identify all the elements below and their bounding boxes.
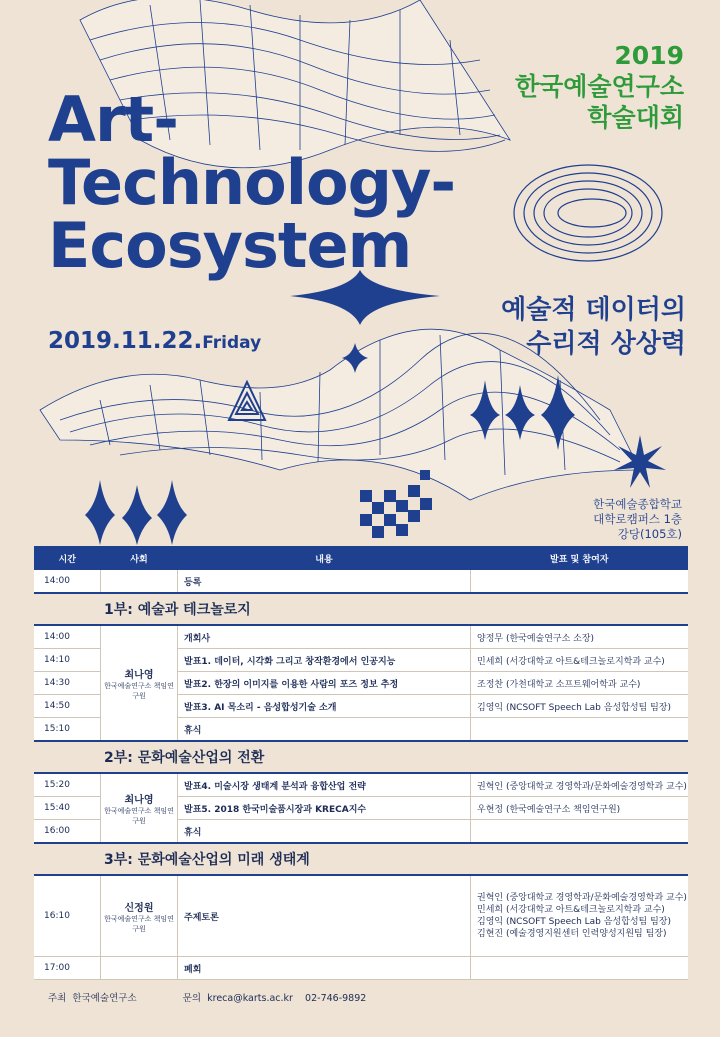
venue-line-3: 강당(105호) — [617, 527, 682, 541]
subtitle — [501, 293, 686, 361]
row-time: 14:00 — [34, 625, 101, 649]
row-person — [471, 820, 689, 844]
participant: 권혁인 (중앙대학교 경영학과/문화예술경영학과 교수) — [477, 893, 687, 903]
row-person — [471, 718, 689, 742]
row-content: 주제토론 — [178, 875, 471, 957]
table-row — [34, 570, 688, 593]
section-header-part2 — [34, 741, 688, 773]
row-time: 16:00 — [34, 820, 101, 844]
row-content: 개회사 — [178, 625, 471, 649]
venue — [593, 497, 682, 542]
torus-icon — [514, 165, 662, 261]
host-cell — [101, 625, 178, 741]
row-time: 17:00 — [34, 957, 101, 980]
date-main: 2019.11.22. — [48, 328, 203, 354]
row-time: 16:10 — [34, 875, 101, 957]
host-name: 신정원 — [124, 902, 154, 914]
subtitle-line-2: 수리적 상상력 — [526, 329, 686, 359]
date-day: Friday — [202, 333, 262, 353]
host-cell — [101, 875, 178, 957]
section-header-part3 — [34, 843, 688, 875]
header-presenter: 발표 및 참여자 — [471, 546, 689, 570]
row-time: 14:30 — [34, 672, 101, 695]
row-content: 등록 — [178, 570, 471, 593]
table-row — [34, 957, 688, 980]
event-label — [515, 40, 684, 133]
header-content: 내용 — [178, 546, 471, 570]
host-org: 한국예술연구소 — [72, 993, 137, 1004]
event-name: 학술대회 — [587, 103, 684, 132]
row-content: 휴식 — [178, 718, 471, 742]
event-year: 2019 — [614, 41, 684, 70]
section-title: 1부: 예술과 테크놀로지 — [104, 602, 251, 618]
checkerboard — [360, 470, 432, 538]
row-person: 조정찬 (가천대학교 소프트웨어학과 교수) — [471, 672, 689, 695]
row-time: 14:50 — [34, 695, 101, 718]
row-content: 발표2. 한장의 이미지를 이용한 사람의 포즈 정보 추정 — [178, 672, 471, 695]
section-title: 2부: 문화예술산업의 전환 — [104, 750, 265, 766]
contact-label: 문의 — [182, 993, 202, 1004]
row-time: 15:10 — [34, 718, 101, 742]
row-person: 양정무 (한국예술연구소 소장) — [471, 625, 689, 649]
host-role: 한국예술연구소 책임연구원 — [104, 806, 174, 825]
row-person: 김영익 (NCSOFT Speech Lab 음성합성팀 팀장) — [471, 695, 689, 718]
schedule-table — [34, 546, 688, 980]
title-line-3: Ecosystem — [48, 209, 412, 282]
contact-email[interactable]: kreca@karts.ac.kr — [207, 993, 293, 1004]
row-content: 발표1. 데이터, 시각화 그리고 창작환경에서 인공지능 — [178, 649, 471, 672]
row-time: 14:00 — [34, 570, 101, 593]
section-header-part1 — [34, 593, 688, 625]
row-person: 권혁인 (중앙대학교 경영학과/문화예술경영학과 교수) — [471, 773, 689, 797]
event-org: 한국예술연구소 — [514, 72, 684, 101]
row-person: 민세희 (서강대학교 아트&테크놀로지학과 교수) — [471, 649, 689, 672]
header-host: 사회 — [101, 546, 178, 570]
row-content: 휴식 — [178, 820, 471, 844]
row-content: 폐회 — [178, 957, 471, 980]
row-content: 발표3. AI 목소리 - 음성합성기술 소개 — [178, 695, 471, 718]
row-time: 14:10 — [34, 649, 101, 672]
row-content: 발표5. 2018 한국미술품시장과 KRECA지수 — [178, 797, 471, 820]
host-label: 주최 — [48, 993, 67, 1004]
subtitle-line-1: 예술적 데이터의 — [501, 295, 686, 325]
row-people — [471, 875, 689, 957]
participant: 민세희 (서강대학교 아트&테크놀로지학과 교수) — [477, 905, 665, 915]
footer — [48, 990, 366, 1004]
contact-phone: 02-746-9892 — [305, 993, 367, 1004]
table-row — [34, 875, 688, 957]
header-time: 시간 — [34, 546, 101, 570]
title-line-1: Art- — [48, 83, 178, 156]
participant: 김영익 (NCSOFT Speech Lab 음성합성팀 팀장) — [477, 917, 671, 927]
venue-line-2: 대학로캠퍼스 1층 — [593, 512, 682, 526]
section-title: 3부: 문화예술산업의 미래 생태계 — [104, 852, 310, 868]
main-title — [48, 83, 456, 282]
host-role: 한국예술연구소 책임연구원 — [104, 681, 174, 700]
host-cell — [101, 773, 178, 843]
table-row — [34, 625, 688, 649]
host-name: 최나영 — [124, 794, 154, 806]
row-person: 우현정 (한국예술연구소 책임연구원) — [471, 797, 689, 820]
host-name: 최나영 — [124, 669, 154, 681]
participant: 김현진 (예술경영지원센터 인력양성지원팀 팀장) — [477, 929, 667, 939]
event-date — [48, 328, 261, 354]
table-header — [34, 546, 688, 570]
row-content: 발표4. 미술시장 생태계 분석과 융합산업 전략 — [178, 773, 471, 797]
venue-line-1: 한국예술종합학교 — [593, 497, 682, 511]
row-time: 15:20 — [34, 773, 101, 797]
host-role: 한국예술연구소 책임연구원 — [104, 914, 174, 933]
row-time: 15:40 — [34, 797, 101, 820]
title-line-2: Technology- — [48, 146, 456, 219]
table-row — [34, 773, 688, 797]
